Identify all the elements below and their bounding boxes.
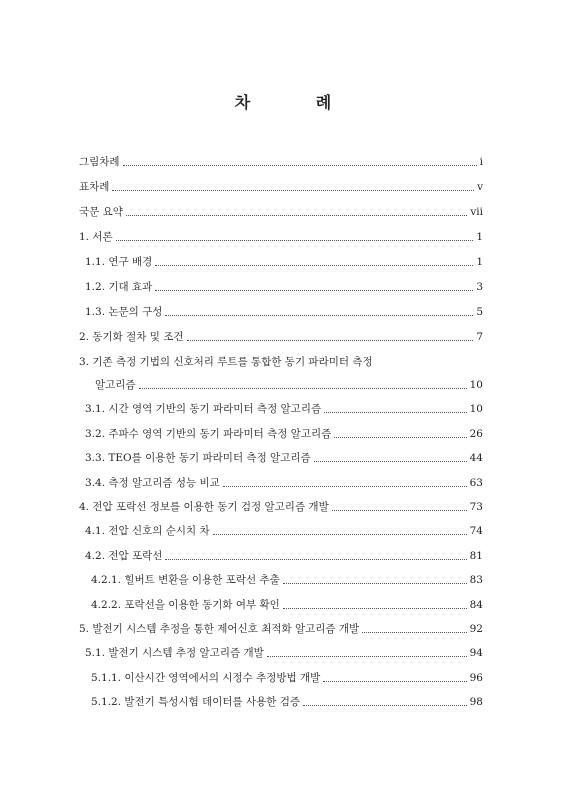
toc-entry-label: 1. 서론 bbox=[79, 231, 113, 243]
dot-leader bbox=[332, 510, 467, 511]
toc-entry[interactable] bbox=[79, 230, 483, 244]
dot-leader bbox=[155, 290, 473, 291]
toc-entry-label: 3.4. 측정 알고리즘 성능 비교 bbox=[85, 477, 220, 489]
toc-entry[interactable] bbox=[95, 378, 483, 392]
toc-entry-page: vii bbox=[470, 206, 483, 218]
dot-leader bbox=[213, 534, 467, 535]
toc-entry-label: 3.2. 주파수 영역 기반의 동기 파라미터 측정 알고리즘 bbox=[85, 428, 332, 440]
toc-entry-page: 92 bbox=[469, 623, 483, 635]
toc-entry-page: 5 bbox=[476, 306, 483, 318]
toc-entry-label: 5. 발전기 시스템 추정을 통한 제어신호 최적화 알고리즘 개발 bbox=[79, 623, 360, 635]
dot-leader bbox=[314, 461, 467, 462]
toc-entry[interactable] bbox=[91, 573, 483, 587]
toc-entry-label: 1.1. 연구 배경 bbox=[85, 256, 153, 268]
toc-entry[interactable] bbox=[79, 205, 483, 219]
dot-leader bbox=[165, 559, 466, 560]
dot-leader bbox=[303, 705, 467, 706]
toc-entry[interactable] bbox=[85, 451, 483, 465]
toc-entry-page: 10 bbox=[469, 379, 483, 391]
dot-leader bbox=[267, 656, 467, 657]
dot-leader bbox=[165, 315, 473, 316]
toc-entry-label: 4.2.2. 포락선을 이용한 동기화 여부 확인 bbox=[91, 599, 280, 611]
toc-entry-label: 1.2. 기대 효과 bbox=[85, 281, 153, 293]
dot-leader bbox=[155, 265, 473, 266]
toc-entry[interactable] bbox=[85, 280, 483, 294]
toc-entry-multiline[interactable] bbox=[79, 355, 483, 369]
toc-entry[interactable] bbox=[85, 476, 483, 490]
toc-entry-page: 10 bbox=[469, 403, 483, 415]
toc-entry-label: 국문 요약 bbox=[79, 206, 123, 218]
toc-entry-page: 7 bbox=[476, 331, 483, 343]
toc-entry-label: 5.1. 발전기 시스템 추정 알고리즘 개발 bbox=[85, 647, 264, 659]
toc-entry[interactable] bbox=[79, 155, 483, 169]
toc-entry-page: 26 bbox=[469, 428, 483, 440]
toc-entry[interactable] bbox=[85, 305, 483, 319]
toc-entry[interactable] bbox=[91, 695, 483, 709]
toc-entry[interactable] bbox=[79, 330, 483, 344]
toc-entry[interactable] bbox=[85, 646, 483, 660]
toc-entry[interactable] bbox=[85, 549, 483, 563]
toc-entry-page: 44 bbox=[469, 452, 483, 464]
dot-leader bbox=[116, 240, 474, 241]
toc-entry-label: 그림차례 bbox=[79, 156, 120, 168]
toc-entry-page: 84 bbox=[469, 599, 483, 611]
toc-entry-label: 3.3. TEO를 이용한 동기 파라미터 측정 알고리즘 bbox=[85, 452, 311, 464]
toc-entry-label: 2. 동기화 절차 및 조건 bbox=[79, 331, 184, 343]
toc-entry-page: 73 bbox=[469, 501, 483, 513]
toc-entry[interactable] bbox=[91, 671, 483, 685]
dot-leader bbox=[223, 486, 467, 487]
toc-title: 차 례 bbox=[234, 93, 362, 112]
toc-entry-label: 3.1. 시간 영역 기반의 동기 파라미터 측정 알고리즘 bbox=[85, 403, 322, 415]
toc-entry-label: 4.2. 전압 포락선 bbox=[85, 550, 163, 562]
dot-leader bbox=[187, 340, 474, 341]
toc-entry-label: 1.3. 논문의 구성 bbox=[85, 306, 163, 318]
toc-entry-page: 96 bbox=[469, 672, 483, 684]
dot-leader bbox=[123, 165, 477, 166]
toc-entry-page: 3 bbox=[476, 281, 483, 293]
toc-entry-label: 5.1.2. 발전기 특성시험 데이터를 사용한 검증 bbox=[91, 696, 301, 708]
toc-entry-label: 4.2.1. 힐버트 변환을 이용한 포락선 추출 bbox=[91, 574, 280, 586]
dot-leader bbox=[362, 632, 466, 633]
toc-entry-label: 표차례 bbox=[79, 181, 110, 193]
toc-entry[interactable] bbox=[91, 598, 483, 612]
toc-entry-label: 5.1.1. 이산시간 영역에서의 시정수 추정방법 개발 bbox=[91, 672, 321, 684]
toc-entry-label: 3. 기존 측정 기법의 신호처리 루트를 통합한 동기 파라미터 측정 bbox=[79, 356, 373, 368]
dot-leader bbox=[126, 215, 467, 216]
dot-leader bbox=[139, 388, 467, 389]
toc-entry[interactable] bbox=[85, 524, 483, 538]
dot-leader bbox=[283, 583, 467, 584]
toc-entry-label: 알고리즘 bbox=[95, 379, 136, 391]
toc-entry[interactable] bbox=[79, 622, 483, 636]
toc-entry-label: 4.1. 전압 신호의 순시치 차 bbox=[85, 525, 210, 537]
toc-entry-page: i bbox=[479, 156, 483, 168]
dot-leader bbox=[323, 681, 466, 682]
toc-entry[interactable] bbox=[85, 427, 483, 441]
toc-entry-page: 63 bbox=[469, 477, 483, 489]
dot-leader bbox=[283, 608, 467, 609]
toc-entry-label: 4. 전압 포락선 정보를 이용한 동기 검정 알고리즘 개발 bbox=[79, 501, 329, 513]
toc-entry[interactable] bbox=[79, 180, 483, 194]
dot-leader bbox=[324, 412, 467, 413]
toc-entry-page: 1 bbox=[476, 256, 483, 268]
toc-entry[interactable] bbox=[85, 255, 483, 269]
toc-entry[interactable] bbox=[85, 402, 483, 416]
toc-entry-page: 81 bbox=[469, 550, 483, 562]
toc-entry-page: 74 bbox=[469, 525, 483, 537]
toc-entry-page: 1 bbox=[476, 231, 483, 243]
toc-entry-page: 94 bbox=[469, 647, 483, 659]
dot-leader bbox=[112, 190, 474, 191]
dot-leader bbox=[334, 437, 466, 438]
toc-entry-page: 83 bbox=[469, 574, 483, 586]
toc-entry-page: v bbox=[477, 181, 483, 193]
toc-entry-page: 98 bbox=[469, 696, 483, 708]
toc-entry[interactable] bbox=[79, 500, 483, 514]
